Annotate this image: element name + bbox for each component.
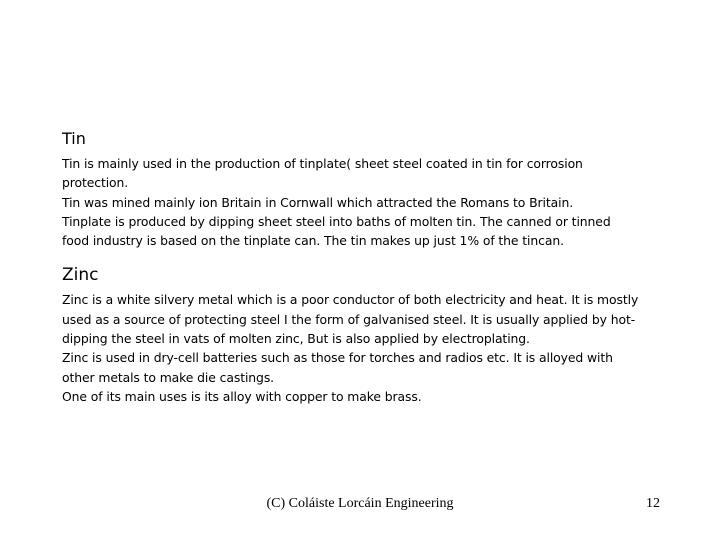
page-number: 12 [646,496,660,511]
footer-text: (C) Coláiste Lorcáin Engineering [266,496,454,511]
tin-line: Tinplate is produced by dipping sheet steel into baths of molten tin. The canned or tinned [62,213,611,229]
tin-line: food industry is based on the tinplate can. The tin makes up just 1% of the tincan. [62,233,564,249]
zinc-line: dipping the steel in vats of molten zinc, But is also applied by electroplating. [62,331,530,347]
slide-content [62,128,662,406]
tin-line: Tin is mainly used in the production of tinplate( sheet steel coated in tin for corrosion [62,156,583,171]
zinc-line: Zinc is a white silvery metal which is a poor conductor of both electricity and heat. It is mostly [62,292,639,308]
tin-heading: Tin [62,129,86,148]
zinc-line: used as a source of protecting steel I the form of galvanised steel. It is usually applied by hot- [62,311,636,327]
zinc-line: Zinc is used in dry-cell batteries such as those for torches and radios etc. It is alloyed with [62,350,613,366]
zinc-line: other metals to make die castings. [62,369,275,385]
zinc-heading: Zinc [62,265,99,286]
zinc-line: One of its main uses is its alloy with copper to make brass. [62,388,422,404]
tin-line: protection. [62,175,129,191]
tin-line: Tin was mined mainly ion Britain in Cornwall which attracted the Romans to Britain. [62,194,574,210]
